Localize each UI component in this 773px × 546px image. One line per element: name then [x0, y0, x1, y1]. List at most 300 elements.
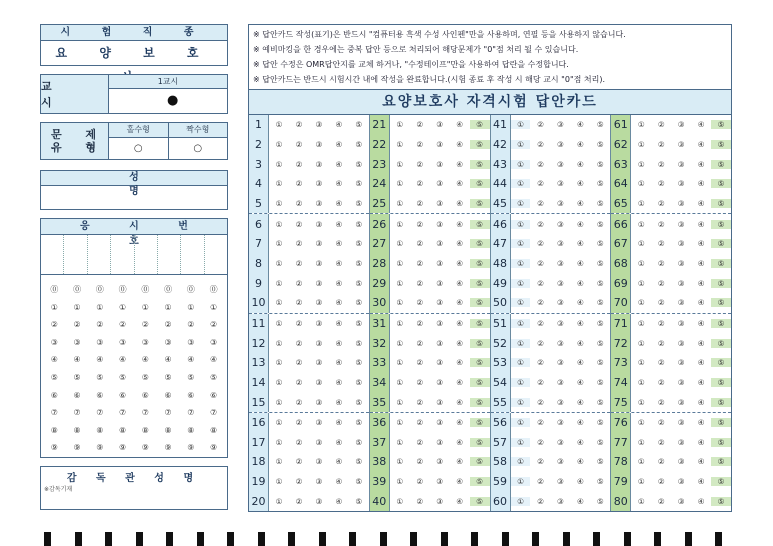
answer-bubble[interactable]: ②	[416, 338, 424, 348]
answer-bubble[interactable]: ②	[416, 179, 424, 189]
answer-bubble[interactable]: ①	[396, 278, 404, 288]
answer-bubble[interactable]: ④	[335, 120, 343, 130]
answer-bubble[interactable]: ③	[436, 120, 443, 130]
answer-bubble[interactable]: ⑤	[596, 239, 604, 249]
answer-bubble[interactable]: ①	[637, 318, 645, 328]
answer-bubble[interactable]: ①	[637, 418, 645, 428]
answer-bubble[interactable]: ③	[436, 298, 443, 308]
answer-bubble[interactable]: ①	[275, 338, 283, 348]
answer-bubble[interactable]: ①	[275, 139, 283, 149]
answer-bubble[interactable]: ③	[557, 457, 564, 467]
answer-bubble[interactable]: ⑤	[470, 358, 490, 367]
answer-bubble[interactable]: ③	[677, 139, 685, 149]
answer-bubble[interactable]: ④	[456, 179, 463, 189]
answer-bubble[interactable]: ③	[436, 159, 443, 169]
answer-bubble[interactable]: ④	[456, 496, 463, 506]
answer-bubble[interactable]: ①	[396, 258, 404, 268]
answer-bubble[interactable]: ①	[275, 377, 283, 387]
answer-bubble[interactable]: ③	[677, 477, 685, 487]
answer-bubble[interactable]: ②	[416, 437, 424, 447]
answer-bubble[interactable]: ⑤	[711, 179, 731, 188]
answer-bubble[interactable]: ⑤	[355, 496, 363, 506]
answer-bubble[interactable]: ②	[537, 437, 544, 447]
answer-bubble[interactable]: ①	[511, 239, 531, 248]
answer-bubble[interactable]: ④	[335, 338, 343, 348]
answer-bubble[interactable]: ②	[295, 198, 303, 208]
answer-bubble[interactable]: ③	[557, 437, 564, 447]
answer-bubble[interactable]: ①	[637, 179, 645, 189]
answer-bubble[interactable]: ③	[315, 496, 323, 506]
answer-bubble[interactable]: ③	[557, 397, 564, 407]
answer-bubble[interactable]: ⑤	[711, 418, 731, 427]
answer-bubble[interactable]: ⑤	[355, 338, 363, 348]
candidate-digit-bubble[interactable]: ⑧	[210, 425, 218, 435]
candidate-digit-bubble[interactable]: ③	[73, 337, 81, 347]
answer-bubble[interactable]: ⑤	[470, 457, 490, 466]
answer-bubble[interactable]: ②	[657, 278, 665, 288]
answer-bubble[interactable]: ①	[637, 239, 645, 249]
answer-bubble[interactable]: ③	[557, 496, 564, 506]
answer-bubble[interactable]: ②	[295, 318, 303, 328]
candidate-digit-bubble[interactable]: ⑧	[96, 425, 104, 435]
answer-bubble[interactable]: ④	[456, 418, 463, 428]
answer-bubble[interactable]: ③	[436, 457, 443, 467]
answer-bubble[interactable]: ③	[677, 298, 685, 308]
answer-bubble[interactable]: ④	[335, 298, 343, 308]
answer-bubble[interactable]: ③	[436, 179, 443, 189]
answer-bubble[interactable]: ①	[396, 219, 404, 229]
answer-bubble[interactable]: ④	[456, 318, 463, 328]
answer-bubble[interactable]: ②	[537, 338, 544, 348]
answer-bubble[interactable]: ③	[677, 418, 685, 428]
answer-bubble[interactable]: ④	[456, 219, 463, 229]
answer-bubble[interactable]: ⑤	[355, 120, 363, 130]
answer-bubble[interactable]: ②	[657, 120, 665, 130]
answer-bubble[interactable]: ④	[335, 437, 343, 447]
answer-bubble[interactable]: ⑤	[711, 120, 731, 129]
answer-bubble[interactable]: ③	[315, 338, 323, 348]
candidate-digit-cell[interactable]	[88, 235, 111, 274]
answer-bubble[interactable]: ①	[637, 457, 645, 467]
candidate-digit-bubble[interactable]: ②	[210, 320, 218, 330]
answer-bubble[interactable]: ②	[416, 278, 424, 288]
answer-bubble[interactable]: ②	[537, 477, 544, 487]
answer-bubble[interactable]: ④	[335, 139, 343, 149]
answer-bubble[interactable]: ②	[537, 219, 544, 229]
answer-bubble[interactable]: ④	[335, 258, 343, 268]
answer-bubble[interactable]: ②	[295, 298, 303, 308]
candidate-digit-cell[interactable]	[135, 235, 158, 274]
candidate-digit-bubble[interactable]: ⑧	[73, 425, 81, 435]
candidate-digit-bubble[interactable]: ⑥	[119, 390, 127, 400]
answer-bubble[interactable]: ①	[637, 437, 645, 447]
answer-bubble[interactable]: ①	[511, 259, 531, 268]
answer-bubble[interactable]: ①	[637, 496, 645, 506]
answer-bubble[interactable]: ④	[697, 159, 705, 169]
answer-bubble[interactable]: ②	[657, 437, 665, 447]
candidate-digit-bubble[interactable]: ③	[210, 337, 218, 347]
answer-bubble[interactable]: ④	[576, 338, 584, 348]
answer-bubble[interactable]: ①	[511, 438, 531, 447]
answer-bubble[interactable]: ②	[295, 179, 303, 189]
candidate-digit-bubble[interactable]: ①	[164, 302, 172, 312]
answer-bubble[interactable]: ⑤	[596, 298, 604, 308]
answer-bubble[interactable]: ①	[511, 358, 531, 367]
answer-bubble[interactable]: ②	[295, 120, 303, 130]
answer-bubble[interactable]: ④	[697, 278, 705, 288]
session-mark-bubble[interactable]: ●	[167, 93, 179, 108]
answer-bubble[interactable]: ②	[416, 159, 424, 169]
answer-bubble[interactable]: ③	[557, 358, 564, 368]
answer-bubble[interactable]: ①	[637, 198, 645, 208]
answer-bubble[interactable]: ②	[537, 418, 544, 428]
answer-bubble[interactable]: ⑤	[470, 179, 490, 188]
answer-bubble[interactable]: ③	[436, 219, 443, 229]
answer-bubble[interactable]: ③	[557, 219, 564, 229]
answer-bubble[interactable]: ③	[315, 298, 323, 308]
answer-bubble[interactable]: ③	[677, 437, 685, 447]
candidate-digit-bubble[interactable]: ③	[187, 337, 195, 347]
answer-bubble[interactable]: ①	[637, 338, 645, 348]
candidate-digit-bubble[interactable]: ①	[119, 302, 127, 312]
answer-bubble[interactable]: ⑤	[355, 437, 363, 447]
answer-bubble[interactable]: ③	[557, 139, 564, 149]
answer-bubble[interactable]: ①	[275, 397, 283, 407]
answer-bubble[interactable]: ⑤	[470, 140, 490, 149]
answer-bubble[interactable]: ②	[657, 258, 665, 268]
answer-bubble[interactable]: ⑤	[470, 160, 490, 169]
answer-bubble[interactable]: ①	[396, 496, 404, 506]
answer-bubble[interactable]: ①	[396, 338, 404, 348]
candidate-digit-bubble[interactable]: ⑧	[187, 425, 195, 435]
answer-bubble[interactable]: ①	[275, 239, 283, 249]
answer-bubble[interactable]: ③	[436, 318, 443, 328]
answer-bubble[interactable]: ③	[436, 278, 443, 288]
answer-bubble[interactable]: ②	[295, 457, 303, 467]
answer-bubble[interactable]: ④	[576, 437, 584, 447]
answer-bubble[interactable]: ②	[657, 338, 665, 348]
answer-bubble[interactable]: ⑤	[596, 120, 604, 130]
answer-bubble[interactable]: ⑤	[470, 418, 490, 427]
answer-bubble[interactable]: ⑤	[711, 259, 731, 268]
answer-bubble[interactable]: ④	[576, 159, 584, 169]
candidate-digit-bubble[interactable]: ③	[50, 337, 58, 347]
answer-bubble[interactable]: ④	[697, 437, 705, 447]
answer-bubble[interactable]: ②	[657, 159, 665, 169]
candidate-digit-bubble[interactable]: ⓪	[209, 285, 218, 294]
answer-bubble[interactable]: ①	[396, 437, 404, 447]
answer-bubble[interactable]: ⑤	[355, 198, 363, 208]
answer-bubble[interactable]: ③	[436, 139, 443, 149]
answer-bubble[interactable]: ②	[657, 457, 665, 467]
answer-bubble[interactable]: ①	[637, 120, 645, 130]
answer-bubble[interactable]: ⑤	[355, 477, 363, 487]
answer-bubble[interactable]: ②	[295, 496, 303, 506]
candidate-digit-bubble[interactable]: ⑤	[141, 372, 149, 382]
answer-bubble[interactable]: ②	[295, 239, 303, 249]
answer-bubble[interactable]: ③	[315, 120, 323, 130]
answer-bubble[interactable]: ④	[576, 377, 584, 387]
answer-bubble[interactable]: ③	[436, 397, 443, 407]
answer-bubble[interactable]: ②	[657, 239, 665, 249]
answer-bubble[interactable]: ④	[335, 496, 343, 506]
candidate-digit-bubble[interactable]: ⑥	[50, 390, 58, 400]
answer-bubble[interactable]: ②	[537, 198, 544, 208]
answer-bubble[interactable]: ④	[697, 418, 705, 428]
candidate-digit-bubble[interactable]: ⑥	[187, 390, 195, 400]
answer-bubble[interactable]: ②	[416, 120, 424, 130]
answer-bubble[interactable]: ⑤	[355, 397, 363, 407]
answer-bubble[interactable]: ⑤	[470, 319, 490, 328]
answer-bubble[interactable]: ①	[275, 318, 283, 328]
answer-bubble[interactable]: ①	[511, 339, 531, 348]
candidate-digit-bubble[interactable]: ⓪	[95, 285, 104, 294]
answer-bubble[interactable]: ②	[657, 179, 665, 189]
answer-bubble[interactable]: ④	[335, 358, 343, 368]
answer-bubble[interactable]: ③	[436, 377, 443, 387]
answer-bubble[interactable]: ④	[697, 198, 705, 208]
answer-bubble[interactable]: ④	[576, 278, 584, 288]
candidate-digit-bubble[interactable]: ⑨	[141, 443, 149, 453]
answer-bubble[interactable]: ④	[576, 358, 584, 368]
answer-bubble[interactable]: ⑤	[355, 179, 363, 189]
candidate-digit-bubble[interactable]: ②	[73, 320, 81, 330]
answer-bubble[interactable]: ④	[335, 179, 343, 189]
answer-bubble[interactable]: ⑤	[711, 160, 731, 169]
answer-bubble[interactable]: ③	[436, 437, 443, 447]
answer-bubble[interactable]: ①	[275, 278, 283, 288]
answer-bubble[interactable]: ④	[697, 318, 705, 328]
answer-bubble[interactable]: ③	[677, 397, 685, 407]
answer-bubble[interactable]: ①	[275, 477, 283, 487]
answer-bubble[interactable]: ⑤	[355, 418, 363, 428]
answer-bubble[interactable]: ④	[576, 298, 584, 308]
answer-bubble[interactable]: ④	[697, 258, 705, 268]
answer-bubble[interactable]: ④	[576, 198, 584, 208]
candidate-digit-bubble[interactable]: ⓪	[50, 285, 59, 294]
answer-bubble[interactable]: ③	[677, 179, 685, 189]
answer-bubble[interactable]: ⑤	[355, 258, 363, 268]
answer-bubble[interactable]: ⑤	[596, 457, 604, 467]
candidate-digit-bubble[interactable]: ④	[210, 355, 218, 365]
answer-bubble[interactable]: ①	[511, 497, 531, 506]
answer-bubble[interactable]: ④	[576, 496, 584, 506]
answer-bubble[interactable]: ②	[537, 298, 544, 308]
candidate-digit-bubble[interactable]: ④	[73, 355, 81, 365]
answer-bubble[interactable]: ③	[315, 139, 323, 149]
answer-bubble[interactable]: ④	[456, 258, 463, 268]
answer-bubble[interactable]: ⑤	[711, 477, 731, 486]
candidate-digit-bubble[interactable]: ①	[141, 302, 149, 312]
answer-bubble[interactable]: ②	[537, 496, 544, 506]
candidate-digit-bubble[interactable]: ⑦	[50, 408, 58, 418]
candidate-digit-cell[interactable]	[181, 235, 204, 274]
answer-bubble[interactable]: ⑤	[711, 497, 731, 506]
candidate-digit-bubble[interactable]: ⑨	[119, 443, 127, 453]
answer-bubble[interactable]: ③	[677, 120, 685, 130]
answer-bubble[interactable]: ④	[335, 397, 343, 407]
answer-bubble[interactable]: ③	[315, 377, 323, 387]
answer-bubble[interactable]: ④	[576, 397, 584, 407]
answer-bubble[interactable]: ①	[511, 398, 531, 407]
answer-bubble[interactable]: ②	[416, 219, 424, 229]
answer-bubble[interactable]: ①	[275, 258, 283, 268]
answer-bubble[interactable]: ①	[275, 457, 283, 467]
answer-bubble[interactable]: ⑤	[711, 319, 731, 328]
answer-bubble[interactable]: ②	[537, 377, 544, 387]
candidate-digit-bubble[interactable]: ⓪	[73, 285, 82, 294]
candidate-digit-bubble[interactable]: ⑤	[187, 372, 195, 382]
answer-bubble[interactable]: ①	[396, 120, 404, 130]
answer-bubble[interactable]: ③	[436, 198, 443, 208]
candidate-digit-bubble[interactable]: ⑨	[164, 443, 172, 453]
candidate-digit-cell[interactable]	[111, 235, 134, 274]
answer-bubble[interactable]: ①	[511, 120, 531, 129]
answer-bubble[interactable]: ⑤	[355, 139, 363, 149]
candidate-digit-cell[interactable]	[41, 235, 64, 274]
answer-bubble[interactable]: ②	[537, 457, 544, 467]
answer-bubble[interactable]: ⑤	[596, 179, 604, 189]
candidate-digit-bubble[interactable]: ①	[187, 302, 195, 312]
answer-bubble[interactable]: ①	[275, 496, 283, 506]
candidate-digit-bubble[interactable]: ③	[96, 337, 104, 347]
candidate-digit-bubble[interactable]: ⑤	[210, 372, 218, 382]
answer-bubble[interactable]: ①	[637, 397, 645, 407]
candidate-digit-bubble[interactable]: ⑨	[96, 443, 104, 453]
candidate-digit-bubble[interactable]: ④	[50, 355, 58, 365]
candidate-digit-bubble[interactable]: ⑦	[73, 408, 81, 418]
answer-bubble[interactable]: ③	[557, 418, 564, 428]
candidate-digit-bubble[interactable]: ⑤	[50, 372, 58, 382]
answer-bubble[interactable]: ③	[436, 496, 443, 506]
candidate-digit-bubble[interactable]: ②	[187, 320, 195, 330]
answer-bubble[interactable]: ②	[416, 496, 424, 506]
answer-bubble[interactable]: ⑤	[596, 318, 604, 328]
answer-bubble[interactable]: ②	[416, 358, 424, 368]
candidate-digit-bubble[interactable]: ④	[164, 355, 172, 365]
answer-bubble[interactable]: ⑤	[711, 239, 731, 248]
candidate-digit-bubble[interactable]: ②	[141, 320, 149, 330]
answer-bubble[interactable]: ③	[677, 338, 685, 348]
answer-bubble[interactable]: ⑤	[470, 497, 490, 506]
candidate-digit-bubble[interactable]: ④	[141, 355, 149, 365]
answer-bubble[interactable]: ①	[637, 477, 645, 487]
answer-bubble[interactable]: ⑤	[470, 120, 490, 129]
answer-bubble[interactable]: ③	[315, 278, 323, 288]
answer-bubble[interactable]: ②	[295, 219, 303, 229]
answer-bubble[interactable]: ②	[295, 278, 303, 288]
answer-bubble[interactable]: ③	[557, 179, 564, 189]
answer-bubble[interactable]: ④	[335, 198, 343, 208]
answer-bubble[interactable]: ④	[697, 219, 705, 229]
answer-bubble[interactable]: ②	[537, 358, 544, 368]
answer-bubble[interactable]: ①	[511, 179, 531, 188]
answer-bubble[interactable]: ③	[315, 397, 323, 407]
answer-bubble[interactable]: ②	[295, 159, 303, 169]
answer-bubble[interactable]: ①	[396, 139, 404, 149]
candidate-digit-bubble[interactable]: ②	[96, 320, 104, 330]
answer-bubble[interactable]: ①	[511, 298, 531, 307]
answer-bubble[interactable]: ③	[677, 318, 685, 328]
answer-bubble[interactable]: ①	[511, 319, 531, 328]
answer-bubble[interactable]: ①	[511, 378, 531, 387]
odd-type-bubble[interactable]: ○	[133, 143, 143, 154]
answer-bubble[interactable]: ③	[557, 278, 564, 288]
candidate-digit-bubble[interactable]: ③	[119, 337, 127, 347]
answer-bubble[interactable]: ①	[511, 418, 531, 427]
answer-bubble[interactable]: ③	[315, 239, 323, 249]
answer-bubble[interactable]: ⑤	[470, 438, 490, 447]
even-type-bubble[interactable]: ○	[193, 143, 203, 154]
answer-bubble[interactable]: ④	[335, 377, 343, 387]
answer-bubble[interactable]: ①	[275, 198, 283, 208]
answer-bubble[interactable]: ①	[275, 159, 283, 169]
answer-bubble[interactable]: ④	[697, 120, 705, 130]
answer-bubble[interactable]: ③	[557, 159, 564, 169]
answer-bubble[interactable]: ③	[677, 258, 685, 268]
answer-bubble[interactable]: ④	[456, 338, 463, 348]
answer-bubble[interactable]: ②	[295, 418, 303, 428]
answer-bubble[interactable]: ③	[315, 477, 323, 487]
answer-bubble[interactable]: ④	[697, 358, 705, 368]
answer-bubble[interactable]: ③	[677, 377, 685, 387]
candidate-digit-bubble[interactable]: ①	[73, 302, 81, 312]
candidate-digit-bubble[interactable]: ⑥	[164, 390, 172, 400]
candidate-digit-cell[interactable]	[64, 235, 87, 274]
answer-bubble[interactable]: ①	[637, 159, 645, 169]
answer-bubble[interactable]: ④	[335, 239, 343, 249]
answer-bubble[interactable]: ④	[576, 318, 584, 328]
answer-bubble[interactable]: ⑤	[711, 398, 731, 407]
answer-bubble[interactable]: ④	[697, 377, 705, 387]
answer-bubble[interactable]: ⑤	[711, 199, 731, 208]
answer-bubble[interactable]: ①	[637, 358, 645, 368]
answer-bubble[interactable]: ②	[537, 318, 544, 328]
answer-bubble[interactable]: ②	[295, 397, 303, 407]
answer-bubble[interactable]: ②	[295, 437, 303, 447]
answer-bubble[interactable]: ①	[396, 239, 404, 249]
answer-bubble[interactable]: ③	[315, 418, 323, 428]
answer-bubble[interactable]: ⑤	[470, 378, 490, 387]
answer-bubble[interactable]: ①	[275, 219, 283, 229]
answer-bubble[interactable]: ①	[275, 418, 283, 428]
answer-bubble[interactable]: ①	[637, 258, 645, 268]
answer-bubble[interactable]: ③	[557, 258, 564, 268]
answer-bubble[interactable]: ③	[315, 219, 323, 229]
answer-bubble[interactable]: ④	[576, 239, 584, 249]
answer-bubble[interactable]: ④	[456, 377, 463, 387]
answer-bubble[interactable]: ②	[657, 139, 665, 149]
answer-bubble[interactable]: ②	[295, 477, 303, 487]
answer-bubble[interactable]: ①	[396, 477, 404, 487]
answer-bubble[interactable]: ④	[335, 418, 343, 428]
answer-bubble[interactable]: ④	[576, 418, 584, 428]
candidate-digit-bubble[interactable]: ⓪	[118, 285, 127, 294]
answer-bubble[interactable]: ①	[396, 198, 404, 208]
answer-bubble[interactable]: ②	[416, 457, 424, 467]
candidate-digit-bubble[interactable]: ⑧	[50, 425, 58, 435]
answer-bubble[interactable]: ③	[436, 258, 443, 268]
answer-bubble[interactable]: ②	[537, 397, 544, 407]
answer-bubble[interactable]: ⑤	[470, 199, 490, 208]
candidate-digit-bubble[interactable]: ⑦	[96, 408, 104, 418]
answer-bubble[interactable]: ④	[456, 397, 463, 407]
answer-bubble[interactable]: ③	[315, 198, 323, 208]
answer-bubble[interactable]: ④	[456, 457, 463, 467]
answer-bubble[interactable]: ⑤	[711, 339, 731, 348]
candidate-digit-cell[interactable]	[205, 235, 227, 274]
answer-bubble[interactable]: ②	[657, 198, 665, 208]
